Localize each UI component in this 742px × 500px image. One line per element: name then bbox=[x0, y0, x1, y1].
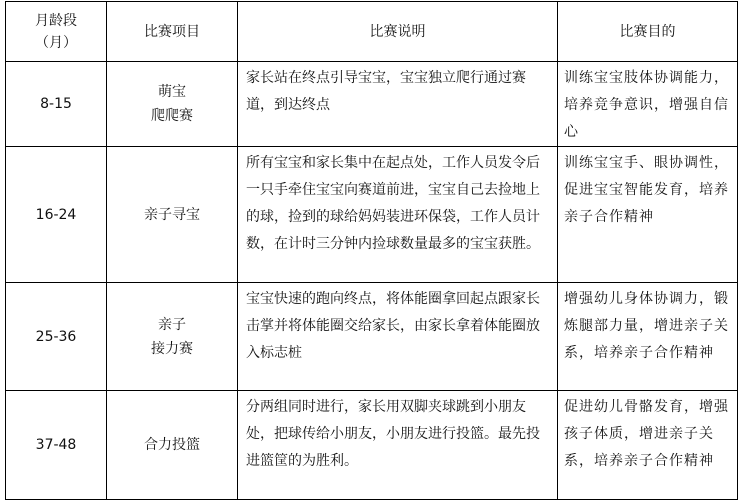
month-range-cell: 37-48 bbox=[6, 391, 107, 500]
purpose-cell bbox=[558, 391, 738, 500]
event-name-cell: 亲子寻宝 bbox=[107, 147, 238, 283]
description-text: 家长站在终点引导宝宝，宝宝独立爬行通过赛道，到达终点 bbox=[246, 70, 526, 113]
description-cell bbox=[238, 391, 558, 500]
description-text: 宝宝快速的跑向终点，将体能圈拿回起点跟家长击掌并将体能圈交给家长，由家长拿着体能圈放入标志桩 bbox=[246, 291, 540, 361]
purpose-cell bbox=[558, 283, 738, 391]
description-cell bbox=[238, 147, 558, 283]
event-name-cell: 亲子 接力赛 bbox=[107, 283, 238, 391]
description-text: 所有宝宝和家长集中在起点处，工作人员发令后一只手牵住宝宝向赛道前进，宝宝自己去捡地上的球，捡到的球给妈妈装进环保袋，工作人员计数，在计时三分钟内捡球数量最多的宝宝获胜。 bbox=[246, 155, 540, 252]
description-text: 分两组同时进行，家长用双脚夹球跳到小朋友处，把球传给小朋友，小朋友进行投篮。最先投进篮筐的为胜利。 bbox=[246, 399, 540, 469]
header-purpose: 比赛目的 bbox=[558, 2, 738, 62]
description-cell bbox=[238, 283, 558, 391]
event-name-cell: 合力投篮 bbox=[107, 391, 238, 500]
purpose-cell bbox=[558, 147, 738, 283]
purpose-text: 训练宝宝手、眼协调性，促进宝宝智能发育，培养亲子合作精神 bbox=[564, 155, 729, 225]
purpose-cell bbox=[558, 62, 738, 147]
purpose-text: 促进幼儿骨骼发育，增强孩子体质，增进亲子关系，培养亲子合作精神 bbox=[564, 399, 729, 469]
header-description: 比赛说明 bbox=[238, 2, 558, 62]
table-row bbox=[6, 283, 738, 391]
table-header-row bbox=[6, 2, 738, 62]
month-range-cell: 8-15 bbox=[6, 62, 107, 147]
table-row bbox=[6, 62, 738, 147]
competition-table bbox=[5, 1, 738, 500]
description-cell bbox=[238, 62, 558, 147]
month-range-cell: 16-24 bbox=[6, 147, 107, 283]
month-range-cell: 25-36 bbox=[6, 283, 107, 391]
table-row bbox=[6, 391, 738, 500]
header-month-range: 月龄段 （月） bbox=[6, 2, 107, 62]
event-name-cell: 萌宝 爬爬赛 bbox=[107, 62, 238, 147]
purpose-text: 增强幼儿身体协调力，锻炼腿部力量，增进亲子关系，培养亲子合作精神 bbox=[564, 291, 729, 361]
table-row bbox=[6, 147, 738, 283]
purpose-text: 训练宝宝肢体协调能力，培养竞争意识，增强自信心 bbox=[564, 70, 729, 140]
header-event: 比赛项目 bbox=[107, 2, 238, 62]
